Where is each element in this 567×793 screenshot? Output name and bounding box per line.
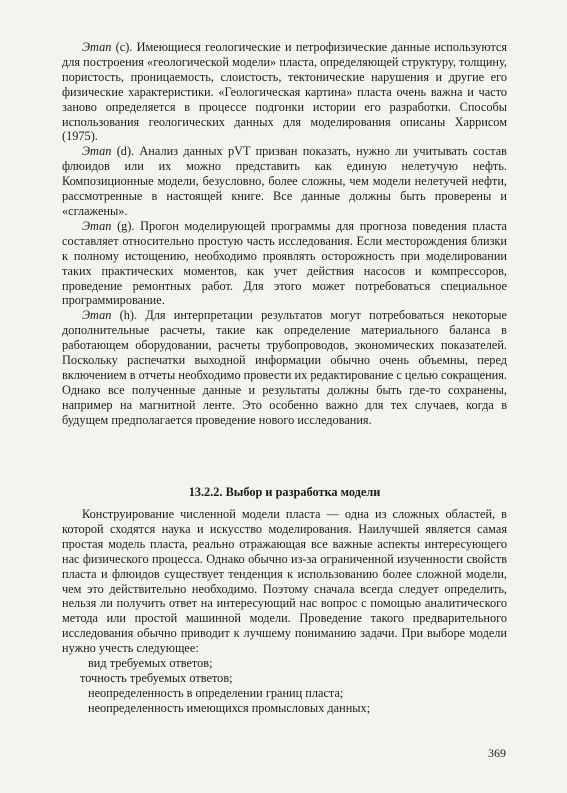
paragraph-stage-g bbox=[62, 219, 507, 308]
stage-paragraphs bbox=[62, 40, 507, 428]
stage-lead: Этап bbox=[82, 144, 112, 159]
paragraph-text: (c). Имеющиеся геологические и петрофизические данные используются для построения «геологической модели» пласта, определяющей структуру, толщину, пористость, проницаемость, слоистость, тектонические нарушения и другие его физические характеристики. «Геологическая картина» пласта очень важна и часто заново определяется в процессе подгонки истории его разработки. Способы использования геологических данных для моделирования описаны Харрисом (1975). bbox=[62, 40, 507, 144]
paragraph-stage-d bbox=[62, 144, 507, 219]
paragraph-stage-c bbox=[62, 40, 507, 144]
stage-lead: Этап bbox=[82, 40, 112, 54]
list-item: точность требуемых ответов; bbox=[80, 670, 233, 685]
paragraph-text: (g). Прогон моделирующей программы для прогноза поведения пласта составляет относительно простую часть исследования. Если месторождения близки к полному истощению, необходимо проявлять осторожность при моделировании таких практических моментов, как учет действия насосов и компрессоров, проведение ремонтных работ. Для этого может потребоваться специальное программирование. bbox=[62, 218, 507, 308]
stage-lead: Этап bbox=[82, 308, 112, 323]
page-number: 369 bbox=[488, 746, 506, 760]
considerations-list bbox=[62, 656, 507, 716]
list-item: вид требуемых ответов; bbox=[88, 656, 213, 671]
section-paragraph: Конструирование численной модели пласта — одна из сложных областей, в которой сходятся наука и искусство моделирования. Наилучшей является самая простая модель пласта, реально отражающая все важные аспекты интересующего нас физического процесса. Однако обычно из-за ограниченной изученности свойств пласта и флюидов существует тенденция к использованию более сложной модели, чем это действительно необходимо. Поэтому сначала всегда следует определить, нельзя ли получить ответ на интересующий нас вопрос с помощью аналитического метода или простой машинной модели. Проведение такого предварительного исследования обычно приводит к лучшему пониманию задачи. При выборе модели нужно учесть следующее: bbox=[62, 507, 507, 656]
section-body bbox=[62, 507, 507, 716]
stage-lead: Этап bbox=[82, 218, 112, 233]
section-heading: 13.2.2. Выбор и разработка модели bbox=[188, 485, 381, 499]
paragraph-text: (d). Анализ данных pVT призван показать, нужно ли учитывать состав флюидов или их можно представить как единую нелетучую нефть. Композиционные модели, безусловно, более сложны, чем модели нелетучей нефти, рассмотренные в настоящей книге. Все данные должны быть проверены и «сглажены». bbox=[62, 144, 507, 218]
list-item: неопределенность в определении границ пласта; bbox=[88, 685, 344, 700]
paragraph-stage-h bbox=[62, 308, 507, 427]
list-item: неопределенность имеющихся промысловых данных; bbox=[88, 700, 371, 715]
paragraph-text: (h). Для интерпретации результатов могут потребоваться некоторые дополнительные расчеты, такие как определение материального баланса в работающем оборудовании, расчеты трубопроводов, экономических показателей. Поскольку распечатки выходной информации обычно очень объемны, перед включением в отчеты необходимо провести их редактирование с целью сокращения. Однако все полученные данные и результаты должны быть где-то сохранены, например на магнитной ленте. Это особенно важно для тех случаев, когда в будущем предполагается проведение нового исследования. bbox=[62, 308, 507, 427]
